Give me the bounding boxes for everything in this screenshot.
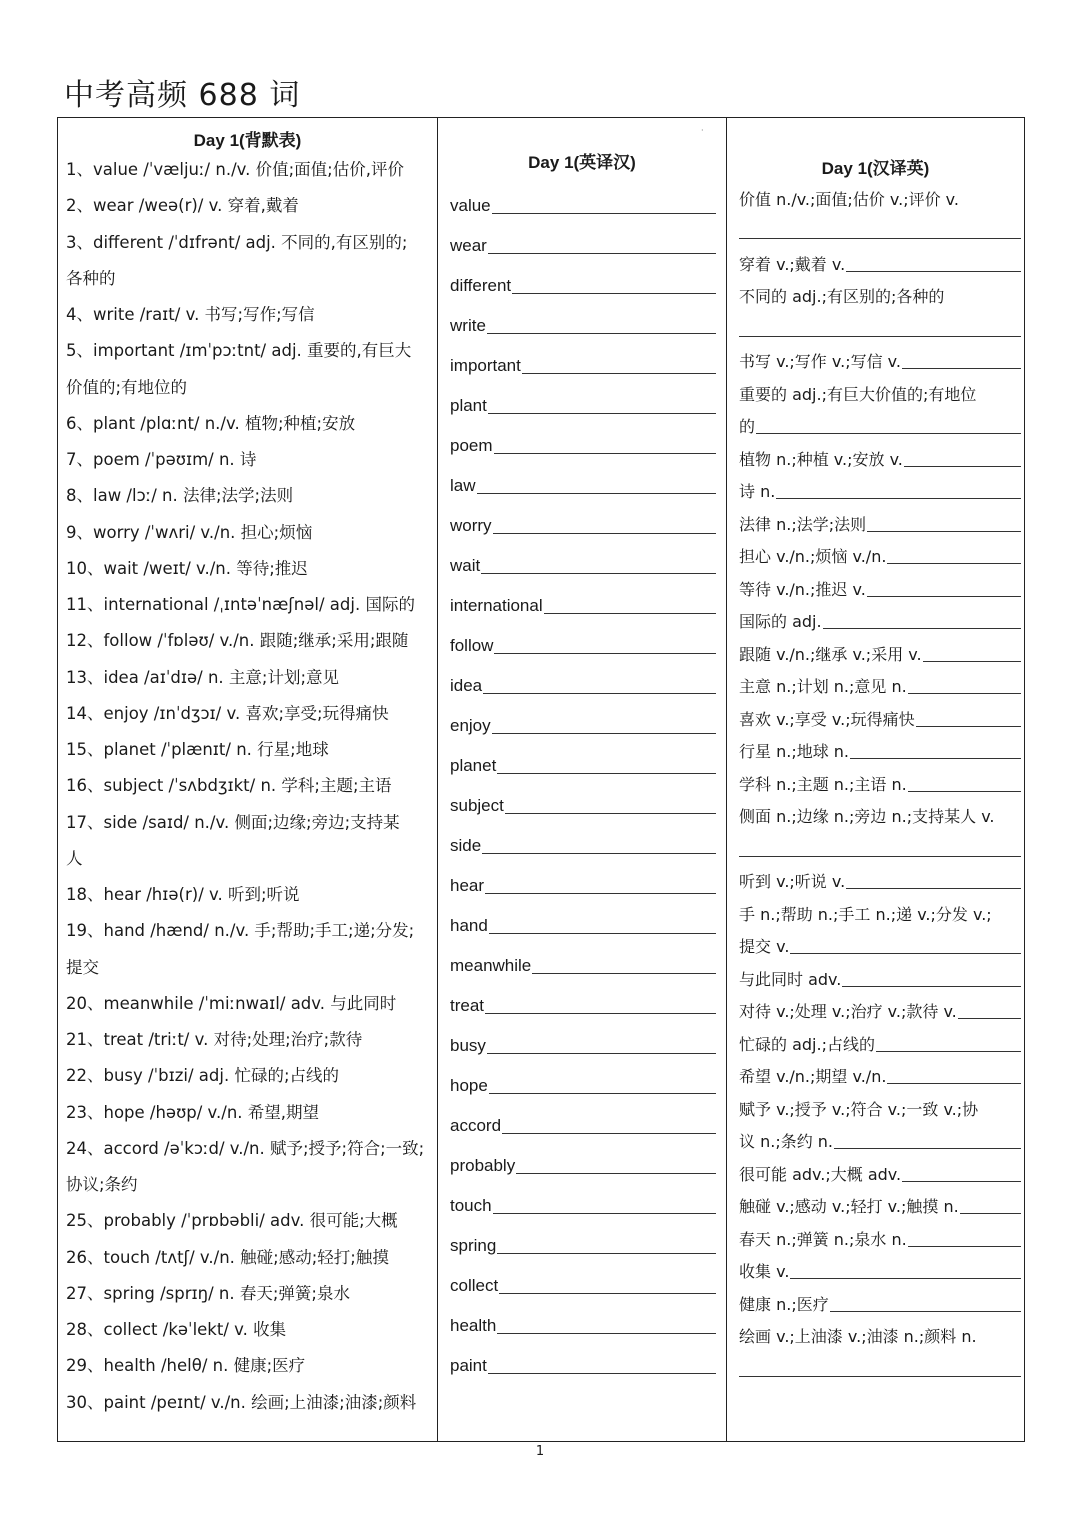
prompt-line (739, 572, 1021, 605)
answer-blank[interactable] (497, 773, 716, 774)
answer-blank[interactable] (739, 238, 1021, 239)
chinese-prompt: 植物 n.;种植 v.;安放 v. (739, 449, 903, 469)
english-word: enjoy (450, 716, 491, 735)
answer-blank[interactable] (477, 493, 716, 494)
english-word: different (450, 276, 512, 295)
english-word: international (450, 596, 543, 615)
entry-line: 价值的;有地位的 (66, 377, 188, 397)
prompt-line (739, 215, 1021, 248)
entry-line: 15、planet /ˈplænɪt/ n. 行星;地球 (66, 740, 329, 759)
prompt-line (739, 1060, 1021, 1093)
answer-blank[interactable] (481, 573, 716, 574)
entry-line: 9、worry /ˈwʌri/ v./n. 担心;烦恼 (66, 522, 313, 542)
answer-blank[interactable] (958, 1018, 1021, 1019)
prompt-line (739, 800, 1021, 833)
chinese-prompt: 主意 n.;计划 n.;意见 n. (739, 677, 907, 696)
word-row (450, 258, 716, 298)
prompt-line (739, 897, 1021, 930)
english-word: planet (450, 756, 497, 775)
answer-blank[interactable] (904, 466, 1021, 467)
column-header-zh-to-en: Day 1(汉译英) (821, 159, 930, 178)
prompt-line (739, 1255, 1021, 1288)
chinese-prompt: 穿着 v.;戴着 v. (739, 254, 846, 274)
chinese-prompt: 议 n.;条约 n. (739, 1132, 834, 1151)
chinese-prompt: 书写 v.;写作 v.;写信 v. (739, 352, 901, 371)
english-word: follow (450, 636, 494, 655)
answer-blank[interactable] (739, 856, 1021, 857)
entry-line: 14、enjoy /ɪnˈdʒɔɪ/ v. 喜欢;享受;玩得痛快 (66, 703, 389, 723)
answer-blank[interactable] (902, 1181, 1021, 1182)
english-word: treat (450, 996, 485, 1015)
prompt-line (739, 605, 1021, 638)
word-row (450, 498, 716, 538)
answer-blank[interactable] (867, 596, 1021, 597)
entry-line: 13、idea /aɪˈdɪə/ n. 主意;计划;意见 (66, 667, 340, 687)
prompt-line (739, 735, 1021, 768)
entry-line: 28、collect /kəˈlekt/ v. 收集 (66, 1320, 287, 1339)
entry-line: 7、poem /ˈpəʊɪm/ n. 诗 (66, 450, 257, 469)
vocab-table (57, 117, 1025, 1442)
prompt-line (739, 442, 1021, 475)
entry-line: 19、hand /hænd/ n./v. 手;帮助;手工;递;分发; (66, 921, 415, 941)
entry-line: 20、meanwhile /ˈmiːnwaɪl/ adv. 与此同时 (66, 993, 397, 1013)
entry-line: 23、hope /həʊp/ v./n. 希望,期望 (66, 1102, 320, 1122)
answer-blank[interactable] (482, 853, 716, 854)
en-to-zh-list (450, 178, 716, 1378)
english-word: value (450, 196, 491, 215)
prompt-line (739, 962, 1021, 995)
answer-blank[interactable] (867, 531, 1021, 532)
entry-line: 21、treat /triːt/ v. 对待;处理;治疗;款待 (66, 1030, 363, 1049)
word-row (450, 458, 716, 498)
answer-blank[interactable] (485, 893, 716, 894)
prompt-line (739, 247, 1021, 280)
prompt-line (739, 280, 1021, 313)
prompt-line (739, 637, 1021, 670)
chinese-prompt: 听到 v.;听说 v. (739, 872, 846, 891)
page-number: 1 (535, 1444, 545, 1459)
prompt-line (739, 312, 1021, 345)
answer-blank[interactable] (739, 1376, 1021, 1377)
chinese-prompt: 法律 n.;法学;法则 (739, 514, 867, 534)
answer-blank[interactable] (902, 368, 1021, 369)
prompt-line (739, 377, 1021, 410)
prompt-line (739, 410, 1021, 443)
chinese-prompt: 国际的 adj. (739, 612, 822, 631)
entry-line: 29、health /helθ/ n. 健康;医疗 (66, 1356, 306, 1376)
chinese-prompt: 不同的 adj.;有区别的;各种的 (739, 287, 945, 306)
answer-blank[interactable] (493, 533, 716, 534)
answer-blank[interactable] (488, 413, 716, 414)
prompt-line (739, 930, 1021, 963)
answer-blank[interactable] (485, 1013, 716, 1014)
answer-blank[interactable] (494, 653, 716, 654)
prompt-line (739, 767, 1021, 800)
answer-blank[interactable] (492, 733, 716, 734)
column-header-en-to-zh: Day 1(英译汉) (528, 153, 636, 172)
prompt-line (739, 1320, 1021, 1353)
column-header-recite: Day 1(背默表) (193, 131, 302, 150)
column-recite (58, 118, 438, 1441)
prompt-line (739, 1125, 1021, 1158)
answer-blank[interactable] (488, 1373, 716, 1374)
word-row (450, 698, 716, 738)
column-en-to-zh (438, 118, 727, 1441)
answer-blank[interactable] (492, 213, 716, 214)
chinese-prompt: 价值 n./v.;面值;估价 v.;评价 v. (739, 189, 959, 209)
word-row (450, 1138, 716, 1178)
prompt-line (739, 670, 1021, 703)
word-row (450, 298, 716, 338)
answer-blank[interactable] (908, 791, 1021, 792)
prompt-line (739, 1092, 1021, 1125)
chinese-prompt: 与此同时 adv. (739, 969, 842, 989)
answer-blank[interactable] (502, 1133, 716, 1134)
answer-blank[interactable] (830, 1311, 1021, 1312)
answer-blank[interactable] (487, 1053, 716, 1054)
recite-list (66, 152, 431, 1421)
column-zh-to-en (727, 118, 1024, 1441)
entry-line: 12、follow /ˈfɒləʊ/ v./n. 跟随;继承;采用;跟随 (66, 631, 409, 651)
word-row (450, 778, 716, 818)
word-row (450, 538, 716, 578)
prompt-line (739, 475, 1021, 508)
answer-blank[interactable] (887, 563, 1021, 564)
english-word: collect (450, 1276, 499, 1295)
chinese-prompt: 提交 v. (739, 937, 790, 956)
english-word: touch (450, 1196, 492, 1215)
english-word: wear (450, 236, 487, 255)
answer-blank[interactable] (488, 253, 716, 254)
chinese-prompt: 健康 n.;医疗 (739, 1294, 829, 1314)
answer-blank[interactable] (842, 986, 1021, 987)
answer-blank[interactable] (483, 693, 716, 694)
prompt-line (739, 507, 1021, 540)
answer-blank[interactable] (499, 1293, 716, 1294)
english-word: important (450, 356, 521, 375)
chinese-prompt: 学科 n.;主题 n.;主语 n. (739, 774, 907, 794)
english-word: poem (450, 436, 493, 455)
word-row (450, 818, 716, 858)
entry-line: 10、wait /weɪt/ v./n. 等待;推迟 (66, 558, 308, 578)
answer-blank[interactable] (487, 333, 716, 334)
answer-blank[interactable] (532, 973, 716, 974)
answer-blank[interactable] (489, 1093, 716, 1094)
english-word: wait (450, 556, 481, 575)
word-row (450, 738, 716, 778)
entry-line: 16、subject /ˈsʌbdʒɪkt/ n. 学科;主题;主语 (66, 776, 392, 796)
word-row (450, 658, 716, 698)
answer-blank[interactable] (522, 373, 716, 374)
entry-line: 人 (66, 848, 83, 868)
chinese-prompt: 手 n.;帮助 n.;手工 n.;递 v.;分发 v.; (739, 904, 992, 924)
chinese-prompt: 的 (739, 417, 756, 436)
word-row (450, 1178, 716, 1218)
word-row (450, 1018, 716, 1058)
chinese-prompt: 侧面 n.;边缘 n.;旁边 n.;支持某人 v. (739, 807, 995, 826)
entry-line: 17、side /saɪd/ n./v. 侧面;边缘;旁边;支持某 (66, 812, 400, 832)
word-row (450, 178, 716, 218)
word-row (450, 1338, 716, 1378)
chinese-prompt: 诗 n. (739, 482, 776, 501)
english-word: busy (450, 1036, 486, 1055)
word-row (450, 618, 716, 658)
entry-line: 11、international /ˌɪntəˈnæʃnəl/ adj. 国际的 (66, 595, 415, 614)
chinese-prompt: 喜欢 v.;享受 v.;玩得痛快 (739, 709, 915, 729)
word-row (450, 1218, 716, 1258)
english-word: spring (450, 1236, 497, 1255)
zh-to-en-list (739, 182, 1021, 1385)
prompt-line (739, 1157, 1021, 1190)
prompt-line (739, 1190, 1021, 1223)
answer-blank[interactable] (846, 271, 1021, 272)
chinese-prompt: 对待 v.;处理 v.;治疗 v.;款待 v. (739, 1002, 957, 1021)
answer-blank[interactable] (790, 1278, 1021, 1279)
entry-line: 22、busy /ˈbɪzi/ adj. 忙碌的;占线的 (66, 1066, 339, 1086)
chinese-prompt: 触碰 v.;感动 v.;轻打 v.;触摸 n. (739, 1197, 959, 1216)
entry-line: 1、value /ˈvæljuː/ n./v. 价值;面值;估价,评价 (66, 160, 404, 179)
word-row (450, 858, 716, 898)
english-word: hope (450, 1076, 488, 1095)
word-row (450, 938, 716, 978)
english-word: plant (450, 396, 487, 415)
answer-blank[interactable] (960, 1213, 1021, 1214)
answer-blank[interactable] (908, 693, 1021, 694)
english-word: worry (450, 516, 492, 535)
answer-blank[interactable] (497, 1333, 716, 1334)
prompt-line (739, 182, 1021, 215)
prompt-line (739, 702, 1021, 735)
answer-blank[interactable] (834, 1148, 1021, 1149)
prompt-line (739, 1027, 1021, 1060)
word-row (450, 898, 716, 938)
word-row (450, 338, 716, 378)
entry-line: 26、touch /tʌtʃ/ v./n. 触碰;感动;轻打;触摸 (66, 1247, 389, 1267)
answer-blank[interactable] (790, 953, 1021, 954)
answer-blank[interactable] (544, 613, 716, 614)
english-word: subject (450, 796, 504, 815)
entry-line: 24、accord /əˈkɔːd/ v./n. 赋予;授予;符合;一致; (66, 1138, 425, 1158)
entry-line: 18、hear /hɪə(r)/ v. 听到;听说 (66, 885, 300, 904)
chinese-prompt: 忙碌的 adj.;占线的 (739, 1034, 875, 1054)
english-word: health (450, 1316, 497, 1335)
answer-blank[interactable] (776, 498, 1021, 499)
word-row (450, 1058, 716, 1098)
word-row (450, 1298, 716, 1338)
prompt-line (739, 865, 1021, 898)
chinese-prompt: 担心 v./n.;烦恼 v./n. (739, 547, 887, 566)
answer-blank[interactable] (876, 1051, 1021, 1052)
chinese-prompt: 赋予 v.;授予 v.;符合 v.;一致 v.;协 (739, 1099, 979, 1119)
prompt-line (739, 1352, 1021, 1385)
prompt-line (739, 345, 1021, 378)
prompt-line (739, 1287, 1021, 1320)
page-title: 中考高频 688 词 (64, 78, 301, 113)
chinese-prompt: 很可能 adv.;大概 adv. (739, 1164, 902, 1184)
english-word: idea (450, 676, 483, 695)
chinese-prompt: 跟随 v./n.;继承 v.;采用 v. (739, 644, 922, 664)
answer-blank[interactable] (494, 453, 716, 454)
answer-blank[interactable] (489, 933, 716, 934)
entry-line: 30、paint /peɪnt/ v./n. 绘画;上油漆;油漆;颜料 (66, 1392, 417, 1412)
entry-line: 4、write /raɪt/ v. 书写;写作;写信 (66, 305, 315, 324)
word-row (450, 1258, 716, 1298)
entry-line: 3、different /ˈdɪfrənt/ adj. 不同的,有区别的; (66, 232, 408, 252)
stray-dot: · (701, 126, 704, 135)
answer-blank[interactable] (497, 1253, 716, 1254)
chinese-prompt: 春天 n.;弹簧 n.;泉水 n. (739, 1229, 907, 1249)
answer-blank[interactable] (823, 628, 1021, 629)
answer-blank[interactable] (756, 433, 1021, 434)
answer-blank[interactable] (493, 1213, 716, 1214)
answer-blank[interactable] (923, 661, 1021, 662)
answer-blank[interactable] (846, 888, 1021, 889)
english-word: accord (450, 1116, 502, 1135)
entry-line: 27、spring /sprɪŋ/ n. 春天;弹簧;泉水 (66, 1283, 350, 1303)
entry-line: 25、probably /ˈprɒbəbli/ adv. 很可能;大概 (66, 1211, 398, 1231)
answer-blank[interactable] (887, 1083, 1021, 1084)
prompt-line (739, 1222, 1021, 1255)
chinese-prompt: 行星 n.;地球 n. (739, 742, 850, 761)
english-word: hand (450, 916, 488, 935)
entry-line: 6、plant /plɑːnt/ n./v. 植物;种植;安放 (66, 413, 356, 433)
english-word: law (450, 476, 476, 495)
chinese-prompt: 重要的 adj.;有巨大价值的;有地位 (739, 384, 977, 404)
word-row (450, 218, 716, 258)
word-row (450, 978, 716, 1018)
prompt-line (739, 832, 1021, 865)
english-word: side (450, 836, 482, 855)
chinese-prompt: 希望 v./n.;期望 v./n. (739, 1067, 887, 1086)
prompt-line (739, 995, 1021, 1028)
english-word: paint (450, 1356, 487, 1375)
entry-line: 5、important /ɪmˈpɔːtnt/ adj. 重要的,有巨大 (66, 341, 412, 361)
english-word: hear (450, 876, 485, 895)
english-word: meanwhile (450, 956, 532, 975)
word-row (450, 418, 716, 458)
entry-line: 2、wear /weə(r)/ v. 穿着,戴着 (66, 196, 299, 216)
answer-blank[interactable] (505, 813, 716, 814)
answer-blank[interactable] (916, 726, 1021, 727)
word-row (450, 378, 716, 418)
word-row (450, 578, 716, 618)
word-row (450, 1098, 716, 1138)
answer-blank[interactable] (516, 1173, 716, 1174)
answer-blank[interactable] (512, 293, 716, 294)
chinese-prompt: 绘画 v.;上油漆 v.;油漆 n.;颜料 n. (739, 1327, 977, 1346)
entry-line: 各种的 (66, 268, 116, 288)
entry-line: 协议;条约 (66, 1175, 138, 1194)
answer-blank[interactable] (739, 336, 1021, 337)
answer-blank[interactable] (908, 1246, 1021, 1247)
prompt-line (739, 540, 1021, 573)
english-word: write (450, 316, 486, 335)
answer-blank[interactable] (850, 758, 1021, 759)
entry-line: 8、law /lɔː/ n. 法律;法学;法则 (66, 486, 294, 506)
chinese-prompt: 收集 v. (739, 1262, 790, 1281)
entry-line: 提交 (66, 957, 99, 977)
chinese-prompt: 等待 v./n.;推迟 v. (739, 579, 866, 599)
english-word: probably (450, 1156, 516, 1175)
